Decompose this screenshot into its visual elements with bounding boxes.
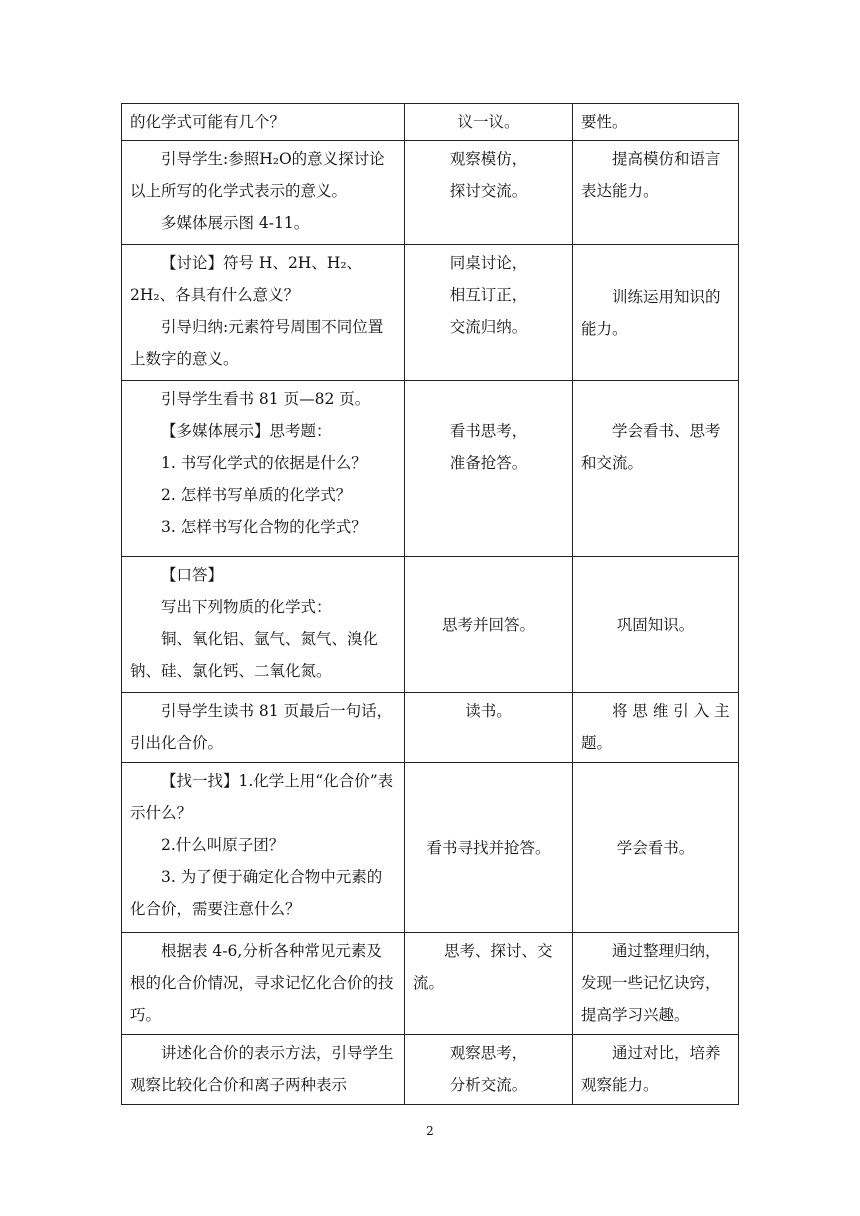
cell-text: 看书思考， [449, 422, 528, 440]
cell-text: 学会看书。 [616, 838, 695, 857]
cell-text: 引导学生:参照H₂O的意义探讨论以上所写的化学式表示的意义。 [130, 150, 385, 200]
cell-text: 读书。 [465, 702, 512, 720]
cell-text: 通过对比，培养观察能力。 [581, 1044, 721, 1094]
table-row [122, 245, 739, 381]
cell-text: 思考、探讨、交流。 [413, 942, 553, 992]
student-activity-cell [405, 693, 573, 763]
student-activity-cell [405, 245, 573, 381]
teacher-activity-cell [122, 557, 405, 693]
cell-text: 讲述化合价的表示方法，引导学生观察比较化合价和离子两种表示 [130, 1044, 394, 1094]
cell-text: 1. 书写化学式的依据是什么？ [161, 454, 367, 472]
student-activity-cell [405, 933, 573, 1035]
teacher-activity-cell [122, 763, 405, 933]
teacher-activity-cell [122, 104, 405, 141]
cell-text: 将 思 维 引 入 主题。 [581, 702, 730, 752]
cell-text: 【讨论】符号 H、2H、H₂、2H₂、各具有什么意义？ [130, 254, 363, 304]
table-row [122, 763, 739, 933]
cell-text: 分析交流。 [449, 1076, 528, 1094]
cell-text: 引导学生看书 81 页—82 页。 [161, 390, 371, 408]
cell-text: 通过整理归纳，发现一些记忆诀窍，提高学习兴趣。 [581, 942, 721, 1024]
table-row [122, 381, 739, 557]
student-activity-cell [405, 104, 573, 141]
design-intent-cell [573, 141, 739, 245]
design-intent-cell [573, 557, 739, 693]
lesson-plan-table [121, 103, 739, 1105]
cell-text: 【口答】 [161, 566, 224, 584]
teacher-activity-cell [122, 1035, 405, 1105]
cell-text: 【多媒体展示】思考题： [161, 422, 332, 440]
cell-text: 探讨交流。 [449, 182, 528, 200]
cell-text: 多媒体展示图 4-11。 [161, 214, 310, 232]
cell-text: 交流归纳。 [449, 318, 528, 336]
design-intent-cell [573, 933, 739, 1035]
cell-text: 学会看书、思考和交流。 [581, 422, 721, 472]
cell-text: 相互订正， [449, 286, 528, 304]
cell-text: 巩固知识。 [616, 615, 695, 634]
cell-text: 思考并回答。 [441, 615, 535, 634]
design-intent-cell [573, 381, 739, 557]
cell-text: 引导学生读书 81 页最后一句话，引出化合价。 [130, 702, 393, 752]
cell-text: 铜、氧化铝、氩气、氮气、溴化钠、硅、氯化钙、二氧化氮。 [130, 630, 379, 680]
table-row [122, 141, 739, 245]
student-activity-cell [405, 1035, 573, 1105]
design-intent-cell [573, 693, 739, 763]
cell-text: 提高模仿和语言表达能力。 [581, 150, 721, 200]
student-activity-cell [405, 381, 573, 557]
cell-text: 观察思考， [449, 1044, 528, 1062]
cell-text: 同桌讨论， [449, 254, 528, 272]
cell-text: 看书寻找并抢答。 [426, 838, 551, 857]
cell-text: 写出下列物质的化学式： [161, 598, 332, 616]
cell-text: 3. 为了便于确定化合物中元素的化合价，需要注意什么？ [130, 868, 383, 918]
table-row [122, 557, 739, 693]
cell-text: 准备抢答。 [449, 454, 528, 472]
cell-text: 要性。 [581, 113, 628, 131]
cell-text: 【找一找】1.化学上用“化合价”表示什么？ [130, 772, 394, 822]
design-intent-cell [573, 245, 739, 381]
teacher-activity-cell [122, 933, 405, 1035]
cell-text: 2.什么叫原子团？ [161, 836, 285, 854]
table-row [122, 104, 739, 141]
student-activity-cell [405, 763, 573, 933]
cell-text: 2. 怎样书写单质的化学式？ [161, 486, 352, 504]
cell-text: 引导归纳:元素符号周围不同位置上数字的意义。 [130, 318, 384, 368]
cell-text: 3. 怎样书写化合物的化学式？ [161, 518, 367, 536]
page-number: 2 [426, 1124, 434, 1138]
design-intent-cell [573, 104, 739, 141]
table-row [122, 1035, 739, 1105]
cell-text: 议一议。 [457, 113, 520, 131]
teacher-activity-cell [122, 141, 405, 245]
cell-text: 训练运用知识的能力。 [581, 287, 721, 338]
design-intent-cell [573, 1035, 739, 1105]
cell-text: 观察模仿， [449, 150, 528, 168]
design-intent-cell [573, 763, 739, 933]
cell-text: 的化学式可能有几个？ [130, 113, 286, 131]
table-row [122, 693, 739, 763]
cell-text: 根据表 4-6,分析各种常见元素及根的化合价情况，寻求记忆化合价的技巧。 [130, 942, 394, 1024]
teacher-activity-cell [122, 245, 405, 381]
student-activity-cell [405, 557, 573, 693]
student-activity-cell [405, 141, 573, 245]
teacher-activity-cell [122, 693, 405, 763]
teacher-activity-cell [122, 381, 405, 557]
table-row [122, 933, 739, 1035]
